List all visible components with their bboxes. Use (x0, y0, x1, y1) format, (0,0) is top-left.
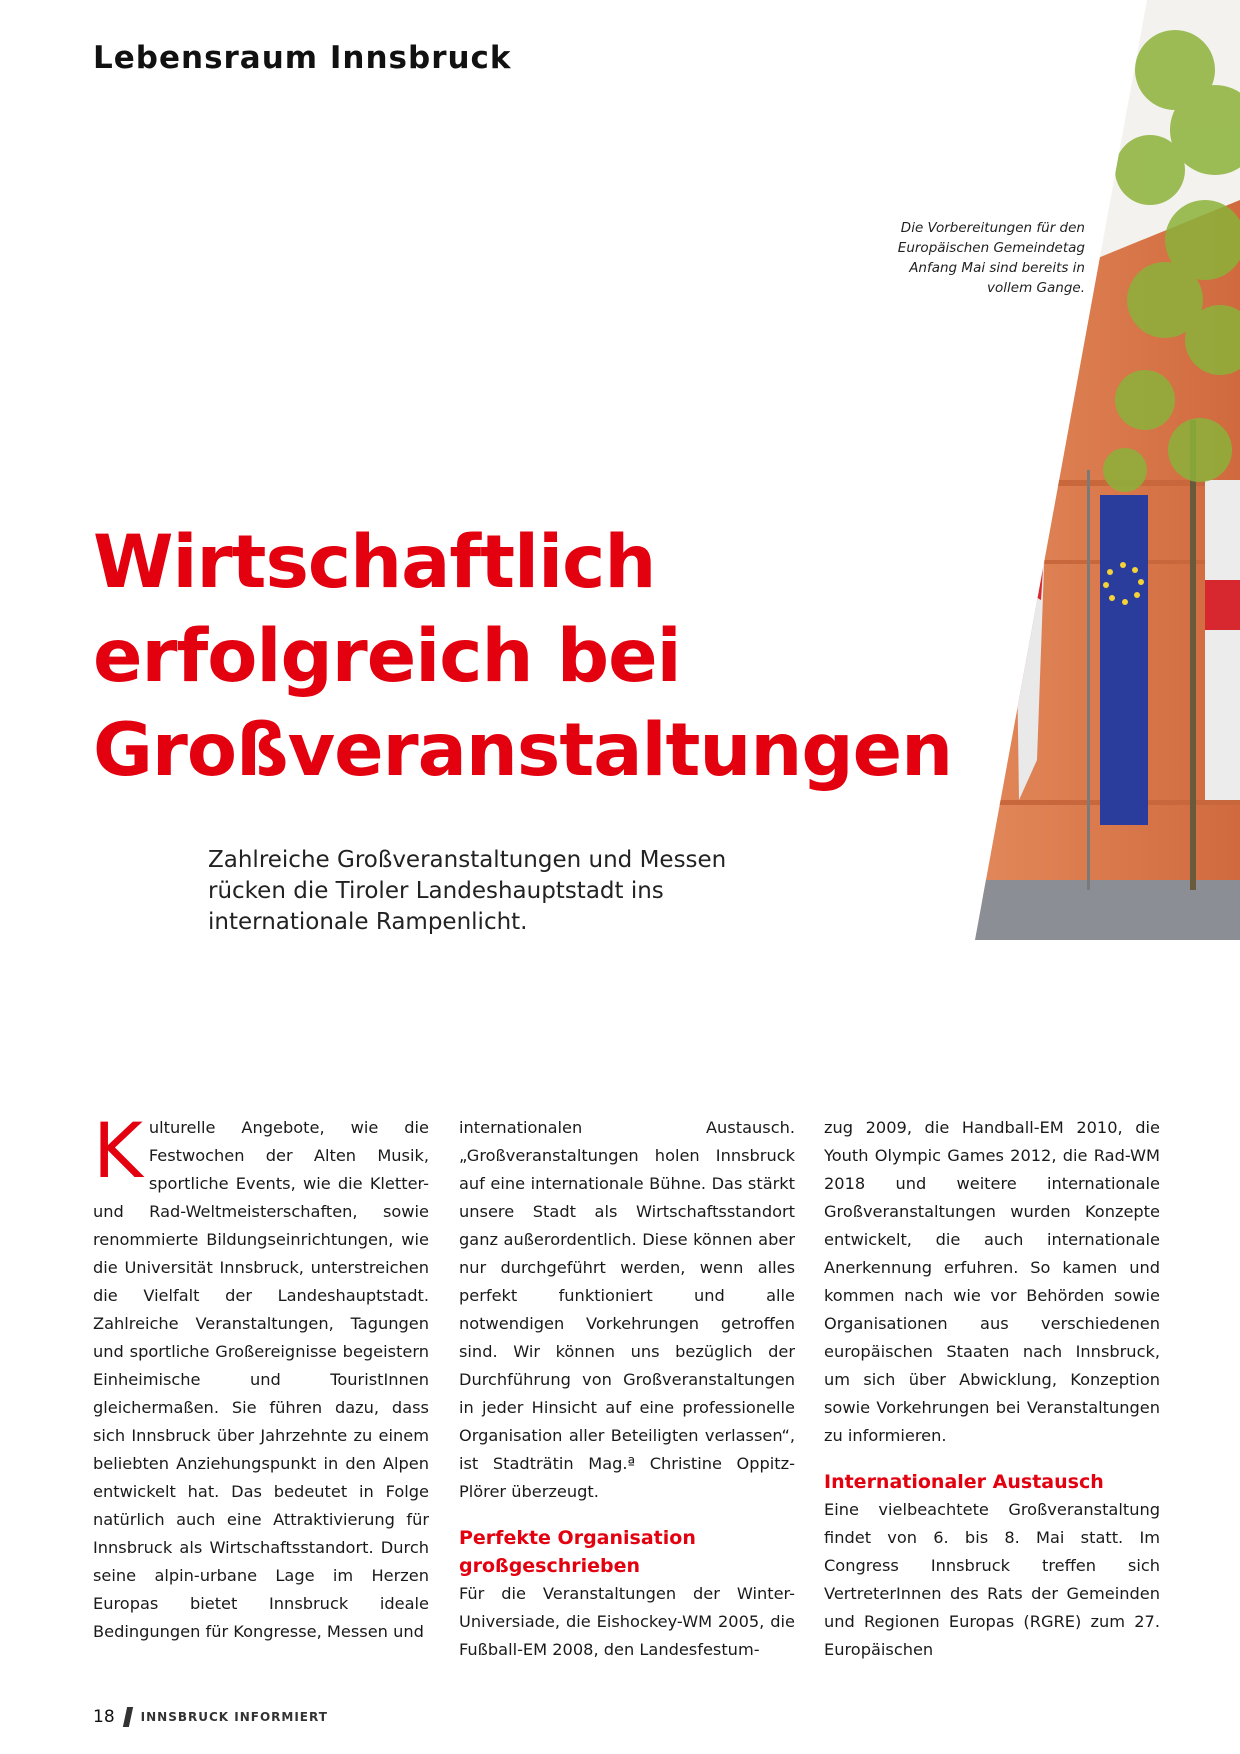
subheading-organisation: Perfekte Organisation großgeschrieben (459, 1527, 696, 1577)
article-lead: Zahlreiche Großveranstaltungen und Messen rücken die Tiroler Landeshauptstadt ins internationale Rampenlicht. (208, 847, 727, 935)
pavement (975, 880, 1240, 940)
column-3-text-1: zug 2009, die Handball-EM 2010, die Youth Olympic Games 2012, die Rad-WM 2018 und weitere internationale Großveranstaltungen wurden Konzepte entwickelt, die auch internationale Anerkennung erfuhren. So kamen und kommen nach wie vor Behörden sowie Organisationen aus verschiedenen europäischen Staaten nach Innsbruck, um sich über Abwicklung, Konzeption sowie Vorkehrungen bei Veranstaltungen zu informieren. (824, 1118, 1160, 1445)
subheading-austausch: Internationaler Austausch (824, 1471, 1104, 1493)
drop-cap: K (93, 1106, 143, 1195)
column-3-text-2: Eine vielbeachtete Großveranstaltung findet von 6. bis 8. Mai statt. Im Congress Innsbruck treffen sich VertreterInnen des Rats der Gemeinden und Regionen Europas (RGRE) zum 27. Europäischen (824, 1500, 1160, 1659)
publication-name: INNSBRUCK INFORMIERT (140, 1710, 328, 1724)
tirol-flag-emblem (1205, 580, 1240, 630)
headline-line-3: Großveranstaltungen (93, 708, 953, 793)
headline-line-2: erfolgreich bei (93, 614, 681, 699)
page-footer (93, 1705, 328, 1729)
article-column-1 (93, 1106, 429, 1646)
tirol-flag (1205, 480, 1240, 800)
page-number: 18 (93, 1707, 115, 1727)
headline-line-1: Wirtschaftlich (93, 520, 656, 605)
photo-caption: Die Vorbereitungen für den Europäischen Gemeindetag Anfang Mai sind bereits in vollem Gange. (897, 220, 1085, 296)
article-column-2 (459, 1114, 795, 1664)
section-title: Lebensraum Innsbruck (93, 40, 512, 76)
eu-flag (1100, 495, 1148, 825)
tree-trunk (1190, 420, 1196, 890)
article-photo (975, 0, 1240, 940)
article-column-3 (824, 1114, 1160, 1664)
column-1-text: ulturelle Angebote, wie die Festwochen der Alten Musik, sportliche Events, wie die Kletter- und Rad-Weltmeisterschaften, sowie renommierte Bildungseinrichtungen, wie die Universität Innsbruck, unterstreichen die Vielfalt der Landeshauptstadt. Zahlreiche Veranstaltungen, Tagungen und sportliche Großereignisse begeistern Einheimische und TouristInnen gleichermaßen. Sie führen dazu, dass sich Innsbruck über Jahrzehnte zu einem beliebten Anziehungspunkt in den Alpen entwickelt hat. Das bedeutet in Folge natürlich auch eine Attraktivierung für Innsbruck als Wirtschaftsstandort. Durch seine alpin-urbane Lage im Herzen Europas bietet Innsbruck ideale Bedingungen für Kongresse, Messen und (93, 1118, 429, 1641)
article-headline (93, 516, 973, 798)
flagpole (1087, 470, 1090, 890)
footer-slash-divider (123, 1707, 133, 1727)
column-2-text-2: Für die Veranstaltungen der Winter-Universiade, die Eishockey-WM 2005, die Fußball-EM 2008, den Landesfestum- (459, 1584, 795, 1659)
column-2-text-1: internationalen Austausch. „Großveranstaltungen holen Innsbruck auf eine internationale Bühne. Das stärkt unsere Stadt als Wirtschaftsstandort ganz außerordentlich. Diese können aber nur durchgeführt werden, wenn alles perfekt funktioniert und alle notwendigen Vorkehrungen getroffen sind. Wir können uns bezüglich der Durchführung von Großveranstaltungen in jeder Hinsicht auf eine professionelle Organisation aller Beteiligten verlassen“, ist Stadträtin Mag.ª Christine Oppitz-Plörer überzeugt. (459, 1118, 795, 1501)
red-flag-stripe (1020, 520, 1045, 600)
